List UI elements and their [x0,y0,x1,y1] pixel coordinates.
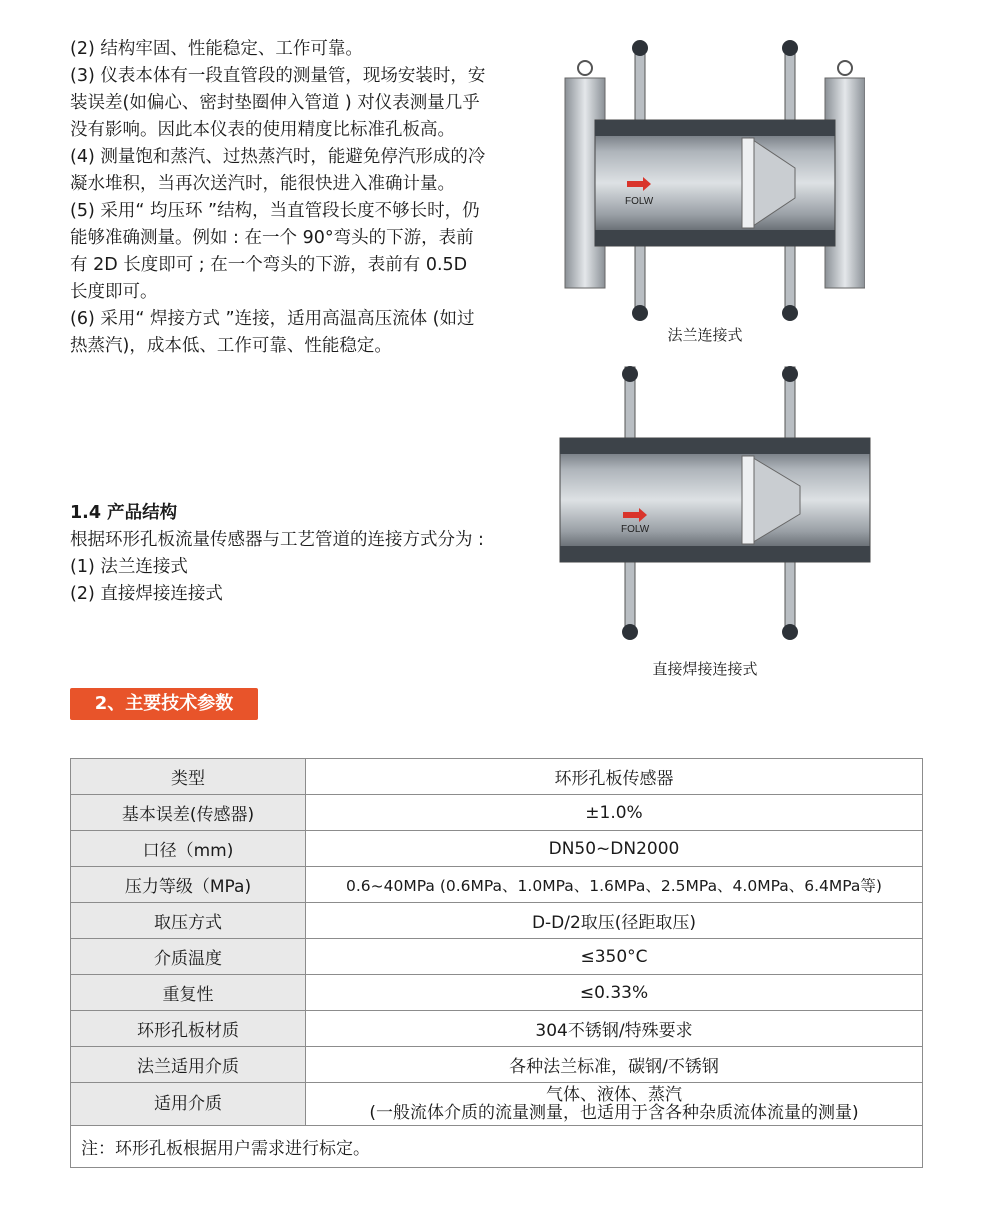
flow-label: FOLW [621,524,650,535]
medium-line-2: (一般流体介质的流量测量，也适用于含各种杂质流体流量的测量) [369,1103,859,1123]
feature-item: (5) 采用“ 均压环 ”结构，当直管段长度不够长时，仍能够准确测量。例如 : 在一个 90°弯头的下游，表前有 2D 长度即可 ; 在一个弯头的下游，表前有 0.5D 长度即可。 [70,201,480,302]
spec-key: 介质温度 [71,939,306,975]
table-row [71,759,923,795]
spec-value: D-D/2取压(径距取压) [306,903,923,939]
spec-value: ≤0.33% [306,975,923,1011]
spec-key: 法兰适用介质 [71,1047,306,1083]
spec-key: 取压方式 [71,903,306,939]
table-row [71,1011,923,1047]
spec-value: 各种法兰标准，碳钢/不锈钢 [306,1047,923,1083]
feature-item: (6) 采用“ 焊接方式 ”连接，适用高温高压流体 (如过热蒸汽)，成本低、工作可靠、性能稳定。 [70,309,475,356]
table-row [71,1083,923,1126]
flange-connection-diagram [555,38,865,328]
spec-key: 口径（mm) [71,831,306,867]
spec-table [70,758,923,1168]
feature-item: (4) 测量饱和蒸汽、过热蒸汽时，能避免停汽形成的冷凝水堆积，当再次送汽时，能很快进入准确计量。 [70,147,486,194]
section-intro: 根据环形孔板流量传感器与工艺管道的连接方式分为 : [70,530,484,550]
spec-value [306,1083,923,1126]
table-row [71,795,923,831]
spec-value: 环形孔板传感器 [306,759,923,795]
spec-value: ±1.0% [306,795,923,831]
table-row [71,1047,923,1083]
feature-item: (2) 结构牢固、性能稳定、工作可靠。 [70,39,363,59]
table-note: 注：环形孔板根据用户需求进行标定。 [71,1126,923,1168]
spec-key: 适用介质 [71,1083,306,1126]
table-row [71,903,923,939]
table-row [71,867,923,903]
table-row [71,975,923,1011]
weld-connection-diagram [555,362,875,647]
spec-value: 0.6~40MPa (0.6MPa、1.0MPa、1.6MPa、2.5MPa、4.0MPa、6.4MPa等) [306,867,923,903]
product-structure-section [70,500,490,608]
section-heading: 1.4 产品结构 [70,503,178,523]
flow-label: FOLW [625,196,654,207]
structure-item-flange: (1) 法兰连接式 [70,557,188,577]
table-row [71,831,923,867]
flange-caption: 法兰连接式 [667,326,743,344]
section-2-title: 2、主要技术参数 [70,688,258,720]
medium-line-1: 气体、液体、蒸汽 [546,1085,682,1105]
spec-key: 基本误差(传感器) [71,795,306,831]
weld-caption: 直接焊接连接式 [652,660,758,678]
table-row [71,1126,923,1168]
spec-key: 类型 [71,759,306,795]
feature-item: (3) 仪表本体有一段直管段的测量管，现场安装时，安装误差(如偏心、密封垫圈伸入管道 ) 对仪表测量几乎没有影响。因此本仪表的使用精度比标准孔板高。 [70,66,486,140]
table-row [71,939,923,975]
spec-value: 304不锈钢/特殊要求 [306,1011,923,1047]
spec-key: 压力等级（MPa) [71,867,306,903]
feature-list [70,36,490,360]
spec-key: 环形孔板材质 [71,1011,306,1047]
spec-key: 重复性 [71,975,306,1011]
spec-value: DN50~DN2000 [306,831,923,867]
structure-item-weld: (2) 直接焊接连接式 [70,584,223,604]
spec-value: ≤350°C [306,939,923,975]
